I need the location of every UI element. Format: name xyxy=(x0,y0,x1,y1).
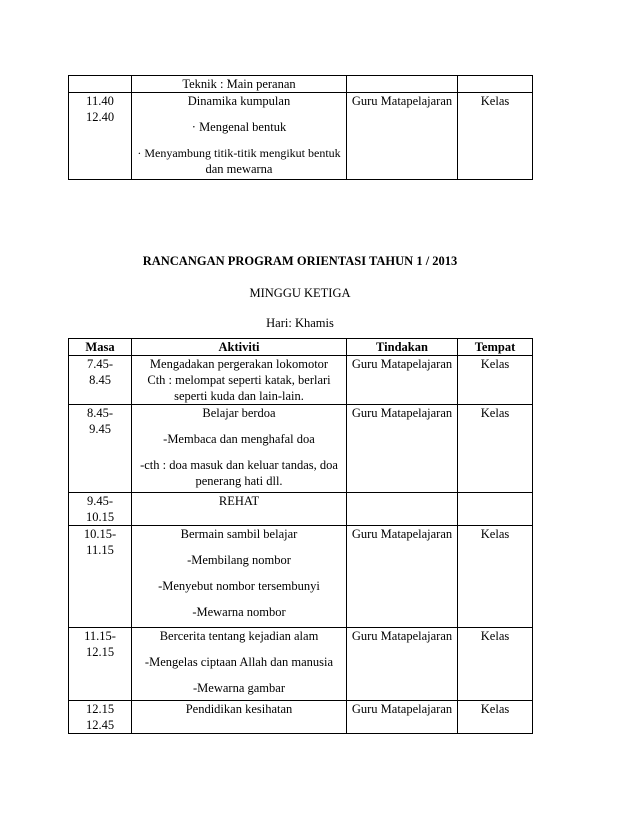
day-label: Hari: Khamis xyxy=(266,316,334,330)
table-row xyxy=(69,76,533,93)
header-masa: Masa xyxy=(69,339,132,356)
aktiviti-cell xyxy=(132,526,347,628)
table-row xyxy=(69,405,533,493)
activity-line: -cth : doa masuk dan keluar tandas, doa xyxy=(140,458,338,472)
activity-line: -Mewarna nombor xyxy=(192,605,286,619)
tindakan-cell: Guru Matapelajaran xyxy=(347,356,458,405)
time-end: 11.15 xyxy=(86,543,114,557)
tempat-cell: Kelas xyxy=(458,356,533,405)
time-end: 12.45 xyxy=(85,718,115,732)
tempat-cell: Kelas xyxy=(458,628,533,701)
time-start: 7.45- xyxy=(86,357,114,371)
activity-line: · Mengenal bentuk xyxy=(191,120,287,134)
activity-line: penerang hati dll. xyxy=(195,474,283,488)
page-title: RANCANGAN PROGRAM ORIENTASI TAHUN 1 / 2013 xyxy=(142,254,458,268)
tempat-cell: Kelas xyxy=(458,701,533,734)
table-row xyxy=(69,526,533,628)
time-start: 8.45- xyxy=(86,406,114,420)
masa-cell xyxy=(69,356,132,405)
time-start: 9.45- xyxy=(86,494,114,508)
masa-cell xyxy=(69,628,132,701)
activity-line: -Membaca dan menghafal doa xyxy=(163,432,315,446)
activity-line: -Membilang nombor xyxy=(187,553,291,567)
activity-line: Mengadakan pergerakan lokomotor xyxy=(149,357,329,371)
activity-line: -Mewarna gambar xyxy=(193,681,285,695)
table-header-row xyxy=(69,339,533,356)
time-start: 11.40 xyxy=(86,94,114,108)
aktiviti-cell: Teknik : Main peranan xyxy=(132,76,347,93)
time-end: 9.45 xyxy=(89,422,111,436)
activity-line: Dinamika kumpulan xyxy=(187,94,291,108)
activity-line: REHAT xyxy=(218,494,260,508)
time-end: 8.45 xyxy=(89,373,111,387)
tempat-cell: Kelas xyxy=(458,526,533,628)
aktiviti-cell xyxy=(132,701,347,734)
time-end: 12.40 xyxy=(85,110,115,124)
time-start: 12.15 xyxy=(85,702,115,716)
main-schedule-table xyxy=(68,338,533,734)
masa-cell xyxy=(69,76,132,93)
time-end: 12.15 xyxy=(85,645,115,659)
masa-cell xyxy=(69,493,132,526)
tempat-cell xyxy=(458,493,533,526)
aktiviti-cell xyxy=(132,405,347,493)
activity-line: Bermain sambil belajar xyxy=(180,527,298,541)
activity-line: seperti kuda dan lain-lain. xyxy=(174,389,304,403)
activity-line: dan mewarna xyxy=(205,162,273,176)
time-start: 10.15- xyxy=(83,527,117,541)
activity-line: Bercerita tentang kejadian alam xyxy=(159,629,319,643)
activity-line: · Menyambung titik-titik mengikut bentuk xyxy=(137,146,341,160)
masa-cell xyxy=(69,405,132,493)
tempat-cell: Kelas xyxy=(458,93,533,180)
time-start: 11.15- xyxy=(84,629,116,643)
activity-line: Pendidikan kesihatan xyxy=(185,702,293,716)
header-tempat: Tempat xyxy=(458,339,533,356)
tindakan-cell: Guru Matapelajaran xyxy=(347,628,458,701)
activity-line: -Mengelas ciptaan Allah dan manusia xyxy=(144,655,334,669)
week-label: MINGGU KETIGA xyxy=(249,286,351,300)
time-end: 10.15 xyxy=(85,510,115,524)
masa-cell xyxy=(69,93,132,180)
header-tindakan: Tindakan xyxy=(347,339,458,356)
activity-line: Belajar berdoa xyxy=(202,406,276,420)
aktiviti-cell xyxy=(132,93,347,180)
tindakan-cell: Guru Matapelajaran xyxy=(347,526,458,628)
header-aktiviti: Aktiviti xyxy=(132,339,347,356)
tempat-cell: Kelas xyxy=(458,405,533,493)
activity-line: -Menyebut nombor tersembunyi xyxy=(158,579,320,593)
top-schedule-table xyxy=(68,75,533,180)
activity-line: Cth : melompat seperti katak, berlari xyxy=(147,373,331,387)
tindakan-cell xyxy=(347,493,458,526)
masa-cell xyxy=(69,526,132,628)
aktiviti-cell xyxy=(132,628,347,701)
tindakan-cell: Guru Matapelajaran xyxy=(347,405,458,493)
tindakan-cell: Guru Matapelajaran xyxy=(347,701,458,734)
table-row xyxy=(69,493,533,526)
table-row xyxy=(69,701,533,734)
aktiviti-cell xyxy=(132,493,347,526)
table-row xyxy=(69,356,533,405)
table-row xyxy=(69,93,533,180)
tindakan-cell: Guru Matapelajaran xyxy=(347,93,458,180)
tindakan-cell xyxy=(347,76,458,93)
aktiviti-cell xyxy=(132,356,347,405)
tempat-cell xyxy=(458,76,533,93)
masa-cell xyxy=(69,701,132,734)
table-row xyxy=(69,628,533,701)
